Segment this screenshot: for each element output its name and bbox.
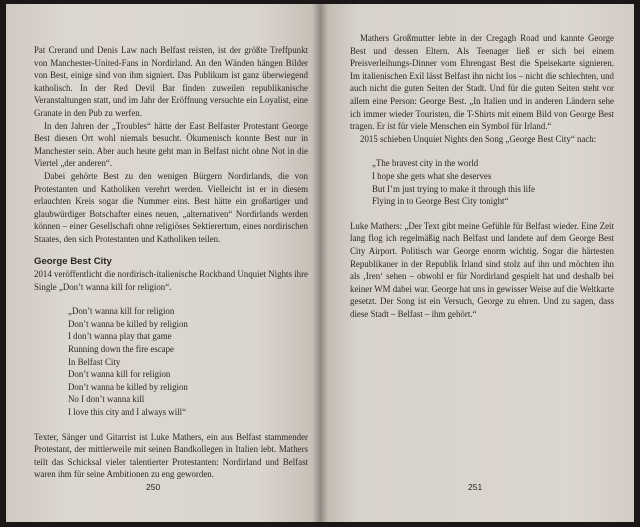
lyric-line: „Don’t wanna kill for religion xyxy=(68,306,175,317)
left-paragraph: In den Jahren der „Troubles“ hätte der East Belfaster Protestant George Best diesen Ort wohl niemals besucht. Ökumenisch konnte Best nur in Manchester sein. Aber auch heute geht man in Belfast nicht ohne Not in die Viertel „der anderen“. xyxy=(34,120,308,169)
lyric-line: Running down the fire escape xyxy=(68,344,174,355)
lyric-line: I don’t wanna play that game xyxy=(68,331,172,342)
page-number: 251 xyxy=(468,482,483,493)
lyric-line: In Belfast City xyxy=(68,356,121,367)
right-paragraph: Luke Mathers: „Der Text gibt meine Gefühle für Belfast wieder. Eine Zeit lang flog ich regelmäßig nach Belfast und landete auf dem George Best City Airport. Politisch war George enorm wichtig. Sogar die härtesten Republikaner in der Republik Irland sind stolz auf ihn und möchten ihn als ‚Iren‘ sehen – obwohl er für Nordirland gespielt hat und deshalb bei keiner WM dabei war. George hat uns in gewisser Weise auf die Weltkarte gesetzt. Der Song ist ein Versuch, George zu ehren. Und zu sagen, dass diese Stadt – Belfast – ihm gehört.“ xyxy=(350,220,614,319)
lyric-line: Don’t wanna kill for religion xyxy=(68,369,171,380)
left-paragraph: Pat Crerand und Denis Law nach Belfast reisten, ist der größte Treffpunkt von Manchester-United-Fans in Nordirland. An den Wänden hängen Bilder von Best, einige sind von ihm signiert. Das Publikum ist ganz überwiegend katholisch. In der Red Devil Bar finden zuweilen republikanische Veranstaltungen statt, und im Jahr der Eröffnung versuchte ein Loyalist, eine Granate in den Pub zu werfen. xyxy=(34,45,308,118)
lyrics-block xyxy=(372,157,614,207)
right-paragraph: 2015 schieben Unquiet Nights den Song „George Best City“ nach: xyxy=(360,133,597,144)
left-paragraph: 2014 veröffentlicht die nordirisch-italienische Rockband Unquiet Nights ihre Single „Don’t wanna kill for religion“. xyxy=(34,269,308,292)
page-number: 250 xyxy=(146,482,161,493)
left-paragraph: Dabei gehörte Best zu den wenigen Bürgern Nordirlands, die von Protestanten und Katholiken verehrt werden. Vielleicht ist er in diesem erlauchten Kreis sogar die Nummer eins. Best hätte ein großartiger und glaubwürdiger Botschafter eines neuen, „alternativen“ Nordirlands werden können – einer Gesellschaft ohne religiöses Sektierertum, eines nordirischen Staates, den sich Protestanten und Katholiken teilen. xyxy=(34,170,308,244)
lyrics-block xyxy=(68,305,308,418)
lyric-line: No I don’t wanna kill xyxy=(68,394,145,405)
lyric-line: But I’m just trying to make it through this life xyxy=(372,183,535,194)
right-paragraph: Mathers Großmutter lebte in der Cregagh Road und kannte George Best und dessen Eltern. Als Teenager ließ er sich bei einem Preisverleihungs-Dinner vom Ehrengast Best die Speisekarte signieren. Im italienischen Exil lässt Belfast ihn nicht los – nicht die schlechten, und auch nicht die guten Seiten der Stadt. Und für die guten Seiten steht vor allem eine Person: George Best. „In Italien und in anderen Ländern sehe ich immer wieder Touristen, die T-Shirts mit einem Bild von George Best tragen. Er ist für viele Menschen ein Symbol für Irland.“ xyxy=(350,33,614,132)
right-page xyxy=(320,4,634,522)
lyric-line: Don’t wanna be killed by religion xyxy=(68,318,188,329)
section-heading: George Best City xyxy=(34,255,112,267)
lyric-line: „The bravest city in the world xyxy=(372,158,479,169)
book-gutter xyxy=(312,4,328,522)
lyric-line: Don’t wanna be killed by religion xyxy=(68,381,188,392)
lyric-line: Flying in to George Best City tonight“ xyxy=(372,196,509,207)
left-page xyxy=(6,4,320,522)
book-spread xyxy=(6,4,634,522)
lyric-line: I love this city and I always will“ xyxy=(68,407,187,418)
lyric-line: I hope she gets what she deserves xyxy=(372,170,492,181)
left-paragraph: Texter, Sänger und Gitarrist ist Luke Mathers, ein aus Belfast stammender Protestant, der mittlerweile mit seinen Bandkollegen in Italien lebt. Mathers teilt das Schicksal vieler talentierter Protestanten: Nordirland und Belfast waren ihm für seine Ambitionen zu eng geworden. xyxy=(34,431,308,480)
